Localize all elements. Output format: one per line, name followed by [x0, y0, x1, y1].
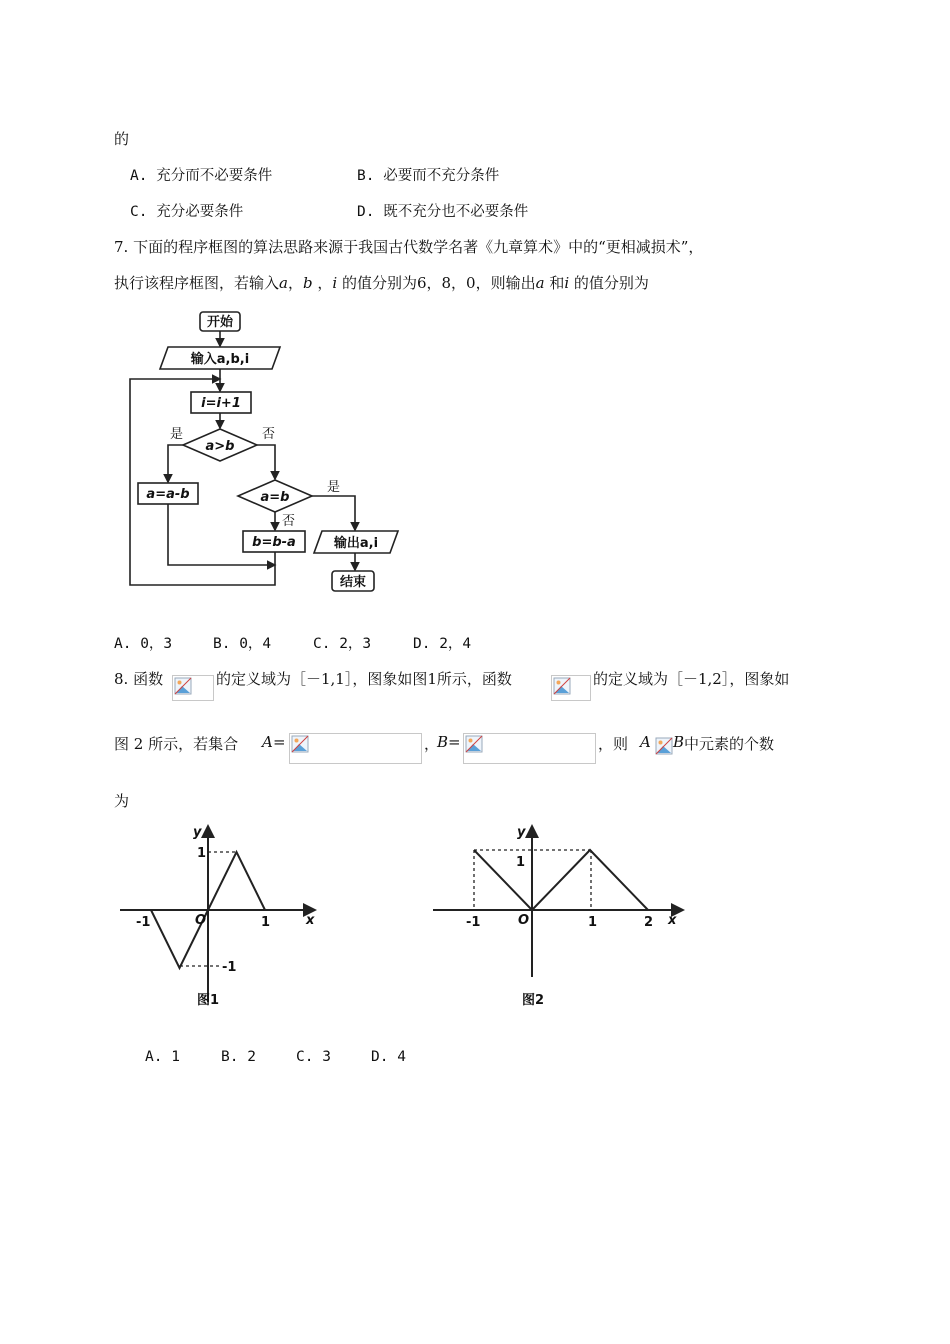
- flow-input-label: 输入a,b,i: [190, 352, 250, 367]
- flow-no-label-2: 否: [282, 514, 296, 529]
- flow-no-label-1: 否: [262, 427, 276, 442]
- q8-text-line2-a: 图 2 所示，若集合: [114, 735, 239, 753]
- graph2-tick-one-y: 1: [516, 855, 526, 870]
- graph2-caption: 图2: [522, 993, 545, 1008]
- q6-option-a: A. 充分而不必要条件: [130, 168, 273, 184]
- flow-assign-b-label: b=b-a: [252, 535, 296, 550]
- graph1-x-label: x: [306, 913, 315, 928]
- q7-text-line2: 执行该程序框图，若输入a，b ，i 的值分别为6，8，0，则输出a 和i 的值分别为: [114, 274, 649, 292]
- flowchart: [120, 305, 420, 600]
- flow-end-label: 结束: [339, 575, 367, 590]
- flow-output-label: 输出a,i: [333, 536, 379, 551]
- flow-cond1-label: a>b: [205, 439, 235, 454]
- graph1-tick-neg-one-y: -1: [222, 960, 237, 975]
- q8-set-b-symbol: B: [437, 733, 449, 751]
- q7-option-a: A. 0，3: [114, 636, 173, 652]
- broken-image-icon: [174, 677, 192, 695]
- graph2-tick-one-x: 1: [588, 915, 598, 930]
- q7-option-c: C. 2，3: [313, 636, 372, 652]
- q8-set-a-symbol: A: [262, 733, 273, 751]
- q8-formula-image-f: [172, 675, 214, 701]
- broken-image-icon: [553, 677, 571, 695]
- q8-formula-image-g: [551, 675, 591, 701]
- q8-formula-image-set-a: [289, 733, 422, 764]
- graph2-origin: O: [518, 913, 530, 928]
- q8-text-line1-a: 8. 函数: [114, 670, 164, 688]
- q8-comma: ，: [424, 735, 440, 753]
- graph2-y-label: y: [517, 825, 526, 840]
- graph-1: [115, 822, 325, 1012]
- graph1-origin: O: [195, 913, 207, 928]
- graph1-y-label: y: [193, 825, 202, 840]
- q8-option-d: D. 4: [371, 1049, 406, 1065]
- q8-text-line1-b: 的定义域为［－1,1］，图象如图1所示，函数: [216, 670, 512, 688]
- graph1-tick-one-x: 1: [261, 915, 271, 930]
- graph-2: [428, 822, 688, 1012]
- q8-text-line2-end: 中元素的个数: [684, 735, 775, 753]
- graph1-tick-one-y: 1: [197, 846, 207, 861]
- q8-then: ，则: [598, 735, 629, 753]
- q8-set-a-symbol-2: A: [640, 733, 651, 751]
- q8-set-b-symbol-2: B: [673, 733, 685, 751]
- q8-text-line3: 为: [114, 792, 130, 810]
- broken-image-icon: [465, 735, 483, 753]
- q6-option-d: D. 既不充分也不必要条件: [357, 204, 529, 220]
- q8-option-c: C. 3: [296, 1049, 331, 1065]
- q8-option-b: B. 2: [221, 1049, 256, 1065]
- q7-option-b: B. 0，4: [213, 636, 272, 652]
- flow-start-label: 开始: [206, 315, 234, 330]
- q8-option-a: A. 1: [145, 1049, 180, 1065]
- q8-eq-2: =: [448, 733, 461, 751]
- q6-option-c: C. 充分必要条件: [130, 204, 244, 220]
- graph1-caption: 图1: [197, 993, 220, 1008]
- flow-yes-label-1: 是: [170, 427, 184, 442]
- flow-cond2-label: a=b: [260, 490, 290, 505]
- flow-assign-a-label: a=a-b: [146, 487, 190, 502]
- graph2-x-label: x: [668, 913, 677, 928]
- q8-formula-image-set-b: [463, 733, 596, 764]
- broken-image-icon: [655, 737, 673, 755]
- q6-tail: 的: [114, 130, 130, 148]
- q7-text-line1: 7. 下面的程序框图的算法思路来源于我国古代数学名著《九章算术》中的“更相减损术”，: [114, 238, 704, 256]
- q8-intersection-image: [654, 736, 674, 758]
- flow-yes-label-2: 是: [327, 480, 341, 495]
- graph2-tick-two-x: 2: [644, 915, 654, 930]
- q8-eq-1: =: [273, 733, 286, 751]
- graph2-curve: [474, 850, 648, 910]
- graph2-tick-neg-one-x: -1: [466, 915, 481, 930]
- q8-text-line1-c: 的定义域为［－1,2］，图象如: [593, 670, 790, 688]
- q6-option-b: B. 必要而不充分条件: [357, 168, 500, 184]
- broken-image-icon: [291, 735, 309, 753]
- q7-option-d: D. 2，4: [413, 636, 472, 652]
- graph1-tick-neg-one-x: -1: [136, 915, 151, 930]
- flow-increment-label: i=i+1: [201, 396, 241, 411]
